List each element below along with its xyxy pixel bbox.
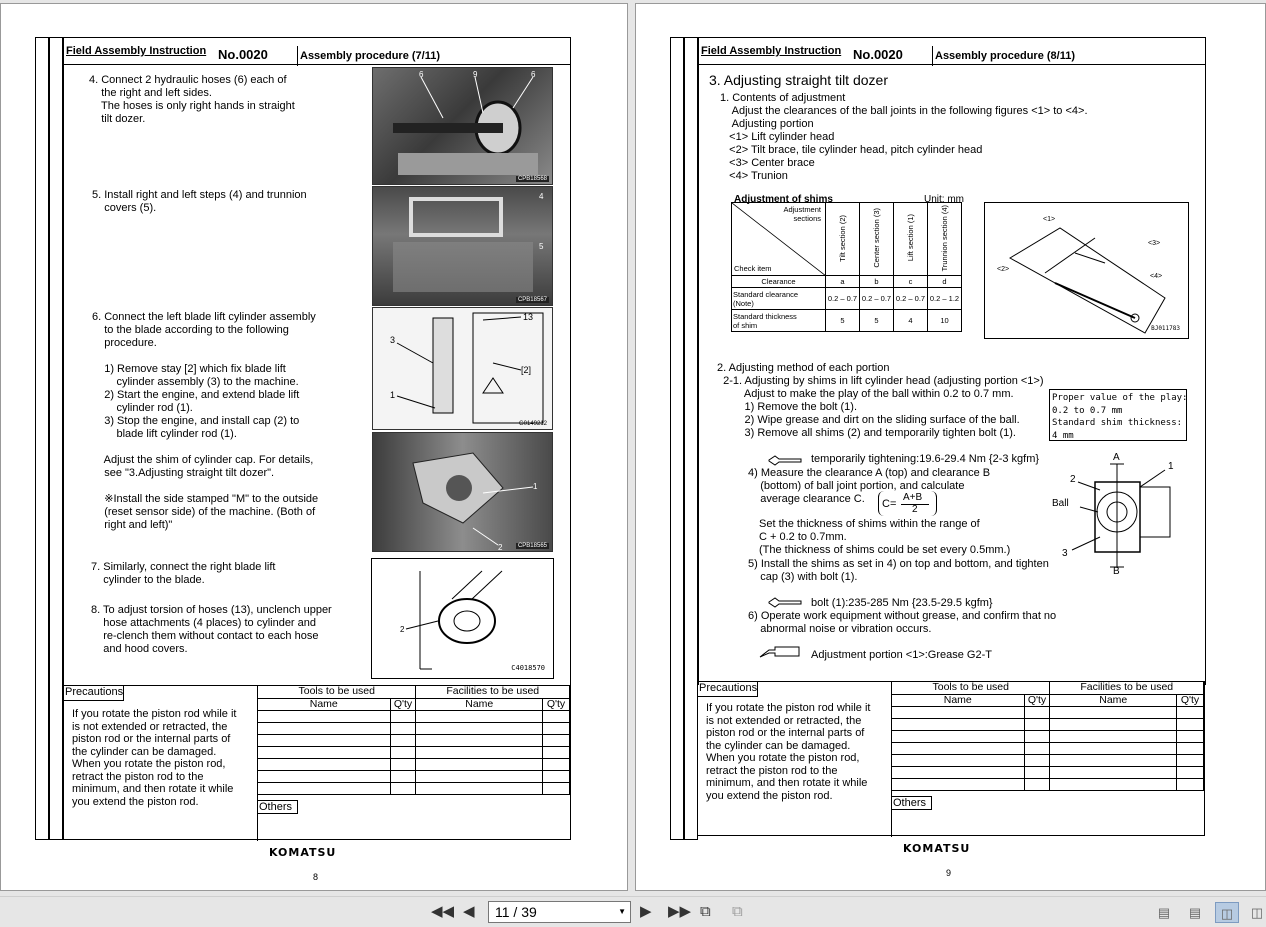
ball-label-2: 2 [1070,474,1076,485]
shim-cell: 5 [826,310,860,332]
brand-logo: KOMATSU [903,842,971,855]
cylinder-drawing [372,307,553,430]
dozer-drawing [984,202,1189,339]
tools-name-header: Name [258,698,391,710]
shim-cell: c [894,276,928,288]
continuous-view-icon[interactable]: ▤ [1188,905,1202,920]
precautions-label: Precautions [698,682,758,697]
photo-1-label: CPB18568 [517,176,547,182]
shim-cell: d [928,276,962,288]
step-4-text: 4. Connect 2 hydraulic hoses (6) each of the right and left sides. The hoses is only right hands in straight tilt dozer. [89,74,295,125]
header-number: No.0020 [218,47,268,62]
dozer-callout-2: <2> [997,266,1010,273]
dozer-drawing-label: BJ011783 [1151,325,1180,332]
dozer-callout-4: <4> [1150,273,1163,280]
grease-gun-icon [759,645,801,659]
tools-facilities-grid [257,686,570,803]
photo-4-label: CPB18565 [517,543,547,549]
header-title: Field Assembly Instruction [66,45,207,57]
wrench-icon [767,597,803,608]
tools-label: Tools to be used [892,682,1050,694]
step-5-text: 5. Install right and left steps (4) and trunnion covers (5). [92,189,307,214]
ball-label-1: 1 [1168,461,1174,472]
two-page-view-icon[interactable]: ◫ [1215,902,1239,923]
shim-cell: 0.2 – 0.7 [826,288,860,310]
facilities-label: Facilities to be used [1050,682,1204,694]
shim-cell: 0.2 – 0.7 [894,288,928,310]
tools-qty-header: Q'ty [390,698,416,710]
shim-cell: a [826,276,860,288]
tools-name-header: Name [892,694,1025,706]
tools-qty-header: Q'ty [1024,694,1050,706]
rotate-ccw-icon[interactable]: ⧉ [732,903,743,920]
drawing-label: C4018570 [511,664,545,672]
shim-table [731,202,962,332]
facilities-qty-header: Q'ty [543,698,570,710]
dozer-callout-3: <3> [1148,240,1161,247]
step-8-text: 8. To adjust torsion of hoses (13), unclench upper hose attachments (4 places) to cylinder and re-clench them without contact to each hose and hood covers. [91,604,332,655]
others-label: Others [257,800,298,814]
proper-value-box: Proper value of the play: 0.2 to 0.7 mm Standard shim thickness: 4 mm [1049,389,1187,441]
shim-col-1: Tilt section (2) [838,214,847,262]
ball-label-b: B [1113,566,1120,577]
margin-strips [35,37,63,840]
prev-page-icon[interactable]: ◀ [463,903,475,920]
hose-photo [372,67,553,185]
grease-text: Adjustment portion <1>:Grease G2-T [811,649,992,661]
shim-table-title: Adjustment of shims [734,194,833,205]
shim-row-label: Standard clearance (Note) [732,288,826,310]
precautions-label: Precautions [64,686,124,701]
callout-13: 13 [523,312,534,322]
facilities-qty-header: Q'ty [1177,694,1204,706]
callout-9: 9 [473,70,478,79]
shim-corner-bottom: Check item [734,264,772,273]
photo-2-label: CPB18567 [517,297,547,303]
ball-joint-drawing [1050,452,1190,582]
chevron-down-icon: ▼ [618,907,626,916]
callout-cap-1: 1 [533,482,538,491]
rotate-icon[interactable]: ⧉ [700,903,711,920]
two-page-continuous-view-icon[interactable]: ◫ [1250,905,1264,920]
page-number-input[interactable] [488,901,631,923]
ball-label: Ball [1052,498,1069,509]
torque-1: temporarily tightening:19.6-29.4 Nm {2-3 kgfm} [811,453,1040,465]
margin-strips [670,37,698,840]
shim-col-3: Lift section (1) [906,214,915,262]
shim-col-2: Center section (3) [872,208,881,268]
section-title: 3. Adjusting straight tilt dozer [709,72,888,88]
torque-2: bolt (1):235-285 Nm {23.5-29.5 kgfm} [811,597,993,609]
header-procedure: Assembly procedure (7/11) [300,50,441,62]
callout-3: 3 [390,335,396,345]
header-title: Field Assembly Instruction [701,45,842,57]
photo-3-label: G0149212 [518,421,547,427]
shim-cell: 5 [860,310,894,332]
ball-label-3: 3 [1062,548,1068,559]
page-header [698,37,1206,65]
shim-table-unit: Unit: mm [924,194,964,205]
viewer-toolbar [0,896,1266,927]
shim-cell: 4 [894,310,928,332]
callout-drawing-2: 2 [400,625,405,634]
hose-torsion-drawing [371,558,554,679]
single-page-view-icon[interactable]: ▤ [1157,905,1171,920]
page-number: 8 [313,872,319,882]
callout-stay-2: [2] [521,365,532,375]
dozer-callout-1: <1> [1043,216,1056,223]
first-page-icon[interactable]: ◀◀ [431,903,455,920]
shim-col-4: Trunnion section (4) [940,204,949,272]
wrench-icon [767,455,803,466]
shim-cell: 10 [928,310,962,332]
shim-cell: 0.2 – 0.7 [860,288,894,310]
shim-row-label: Standard thickness of shim [732,310,826,332]
callout-6: 6 [419,70,424,79]
contents-text: 1. Contents of adjustment Adjust the clearances of the ball joints in the following figures <1> to <4>. Adjusting portion <1> Lift cylinder head <2> Tilt brace, tile cylinder head, pitch cylinder head <3> Center brace <4> Trunion [720,92,1088,182]
footer-table [63,685,571,840]
step-4-measure: 4) Measure the clearance A (top) and clearance B (bottom) of ball joint portion, and calculate average clearance C. [748,467,991,505]
tools-facilities-grid [891,682,1204,799]
shim-cell: 0.2 – 1.2 [928,288,962,310]
cap-photo [372,432,553,552]
facilities-name-header: Name [416,698,543,710]
precautions-text: If you rotate the piston rod while it is not extended or retracted, the piston rod or the internal parts of the cylinder can be damaged. When you rotate the piston rod, retract the piston rod to the minimum, and then rotate it while you extend the piston rod. [72,708,237,808]
ball-label-a: A [1113,452,1120,463]
callout-cap-2: 2 [498,543,503,552]
step-7-text: 7. Similarly, connect the right blade lift cylinder to the blade. [91,561,276,586]
step-4-thickness: Set the thickness of shims within the range of C + 0.2 to 0.7mm. (The thickness of shims could be set every 0.5mm.) [759,518,1011,556]
facilities-label: Facilities to be used [416,686,570,698]
last-page-icon[interactable]: ▶▶ [668,903,692,920]
next-page-icon[interactable]: ▶ [640,903,652,920]
others-label: Others [891,796,932,810]
step-5-install: 5) Install the shims as set in 4) on top and bottom, and tighten cap (3) with bolt (1). [748,558,1049,583]
steps-photo [372,186,553,306]
method-text: 2. Adjusting method of each portion 2-1. Adjusting by shims in lift cylinder head (adjusting portion <1>) Adjust to make the play of the ball within 0.2 to 0.7 mm. 1) Remove the bolt (1). 2) Wipe grease and dirt on the sliding surface of the ball. 3) Remove all shims (2) and temporarily tighten bolt (1). [717,362,1044,439]
footer-table [697,681,1205,836]
page-number: 9 [946,868,952,878]
left-page [0,3,628,891]
callout-1: 1 [390,390,396,400]
facilities-name-header: Name [1050,694,1177,706]
callout-4: 4 [539,192,544,201]
shim-row-label: Clearance [732,276,826,288]
page-header [63,37,571,65]
step-6-text: 6. Connect the left blade lift cylinder assembly to the blade according to the following procedure. 1) Remove stay [2] which fix blade lift cylinder assembly (3) to the machine. 2) Start the engine, and extend blade lift cylinder rod (1). 3) Stop the engine, and install cap (2) to blade lift cylinder rod (1). Adjust the shim of cylinder cap. For details, see "3.Adjusting straight tilt dozer". ※Install the side stamped "M" to the outside (reset sensor side) of the machine. (Both of right and left)" [92,311,319,531]
header-number: No.0020 [853,47,903,62]
header-procedure: Assembly procedure (8/11) [935,50,1076,62]
page-display: 11 / 39 [495,904,537,920]
shim-cell: b [860,276,894,288]
precautions-text: If you rotate the piston rod while it is not extended or retracted, the piston rod or the internal parts of the cylinder can be damaged. When you rotate the piston rod, retract the piston rod to the minimum, and then rotate it while you extend the piston rod. [706,702,871,802]
formula: C= A+B 2 [878,491,937,516]
callout-5: 5 [539,242,544,251]
step-6-operate: 6) Operate work equipment without grease, and confirm that no abnormal noise or vibration occurs. [748,610,1057,635]
brand-logo: KOMATSU [269,846,337,859]
shim-corner-top: Adjustment sections [783,205,821,223]
tools-label: Tools to be used [258,686,416,698]
callout-6b: 6 [531,70,536,79]
